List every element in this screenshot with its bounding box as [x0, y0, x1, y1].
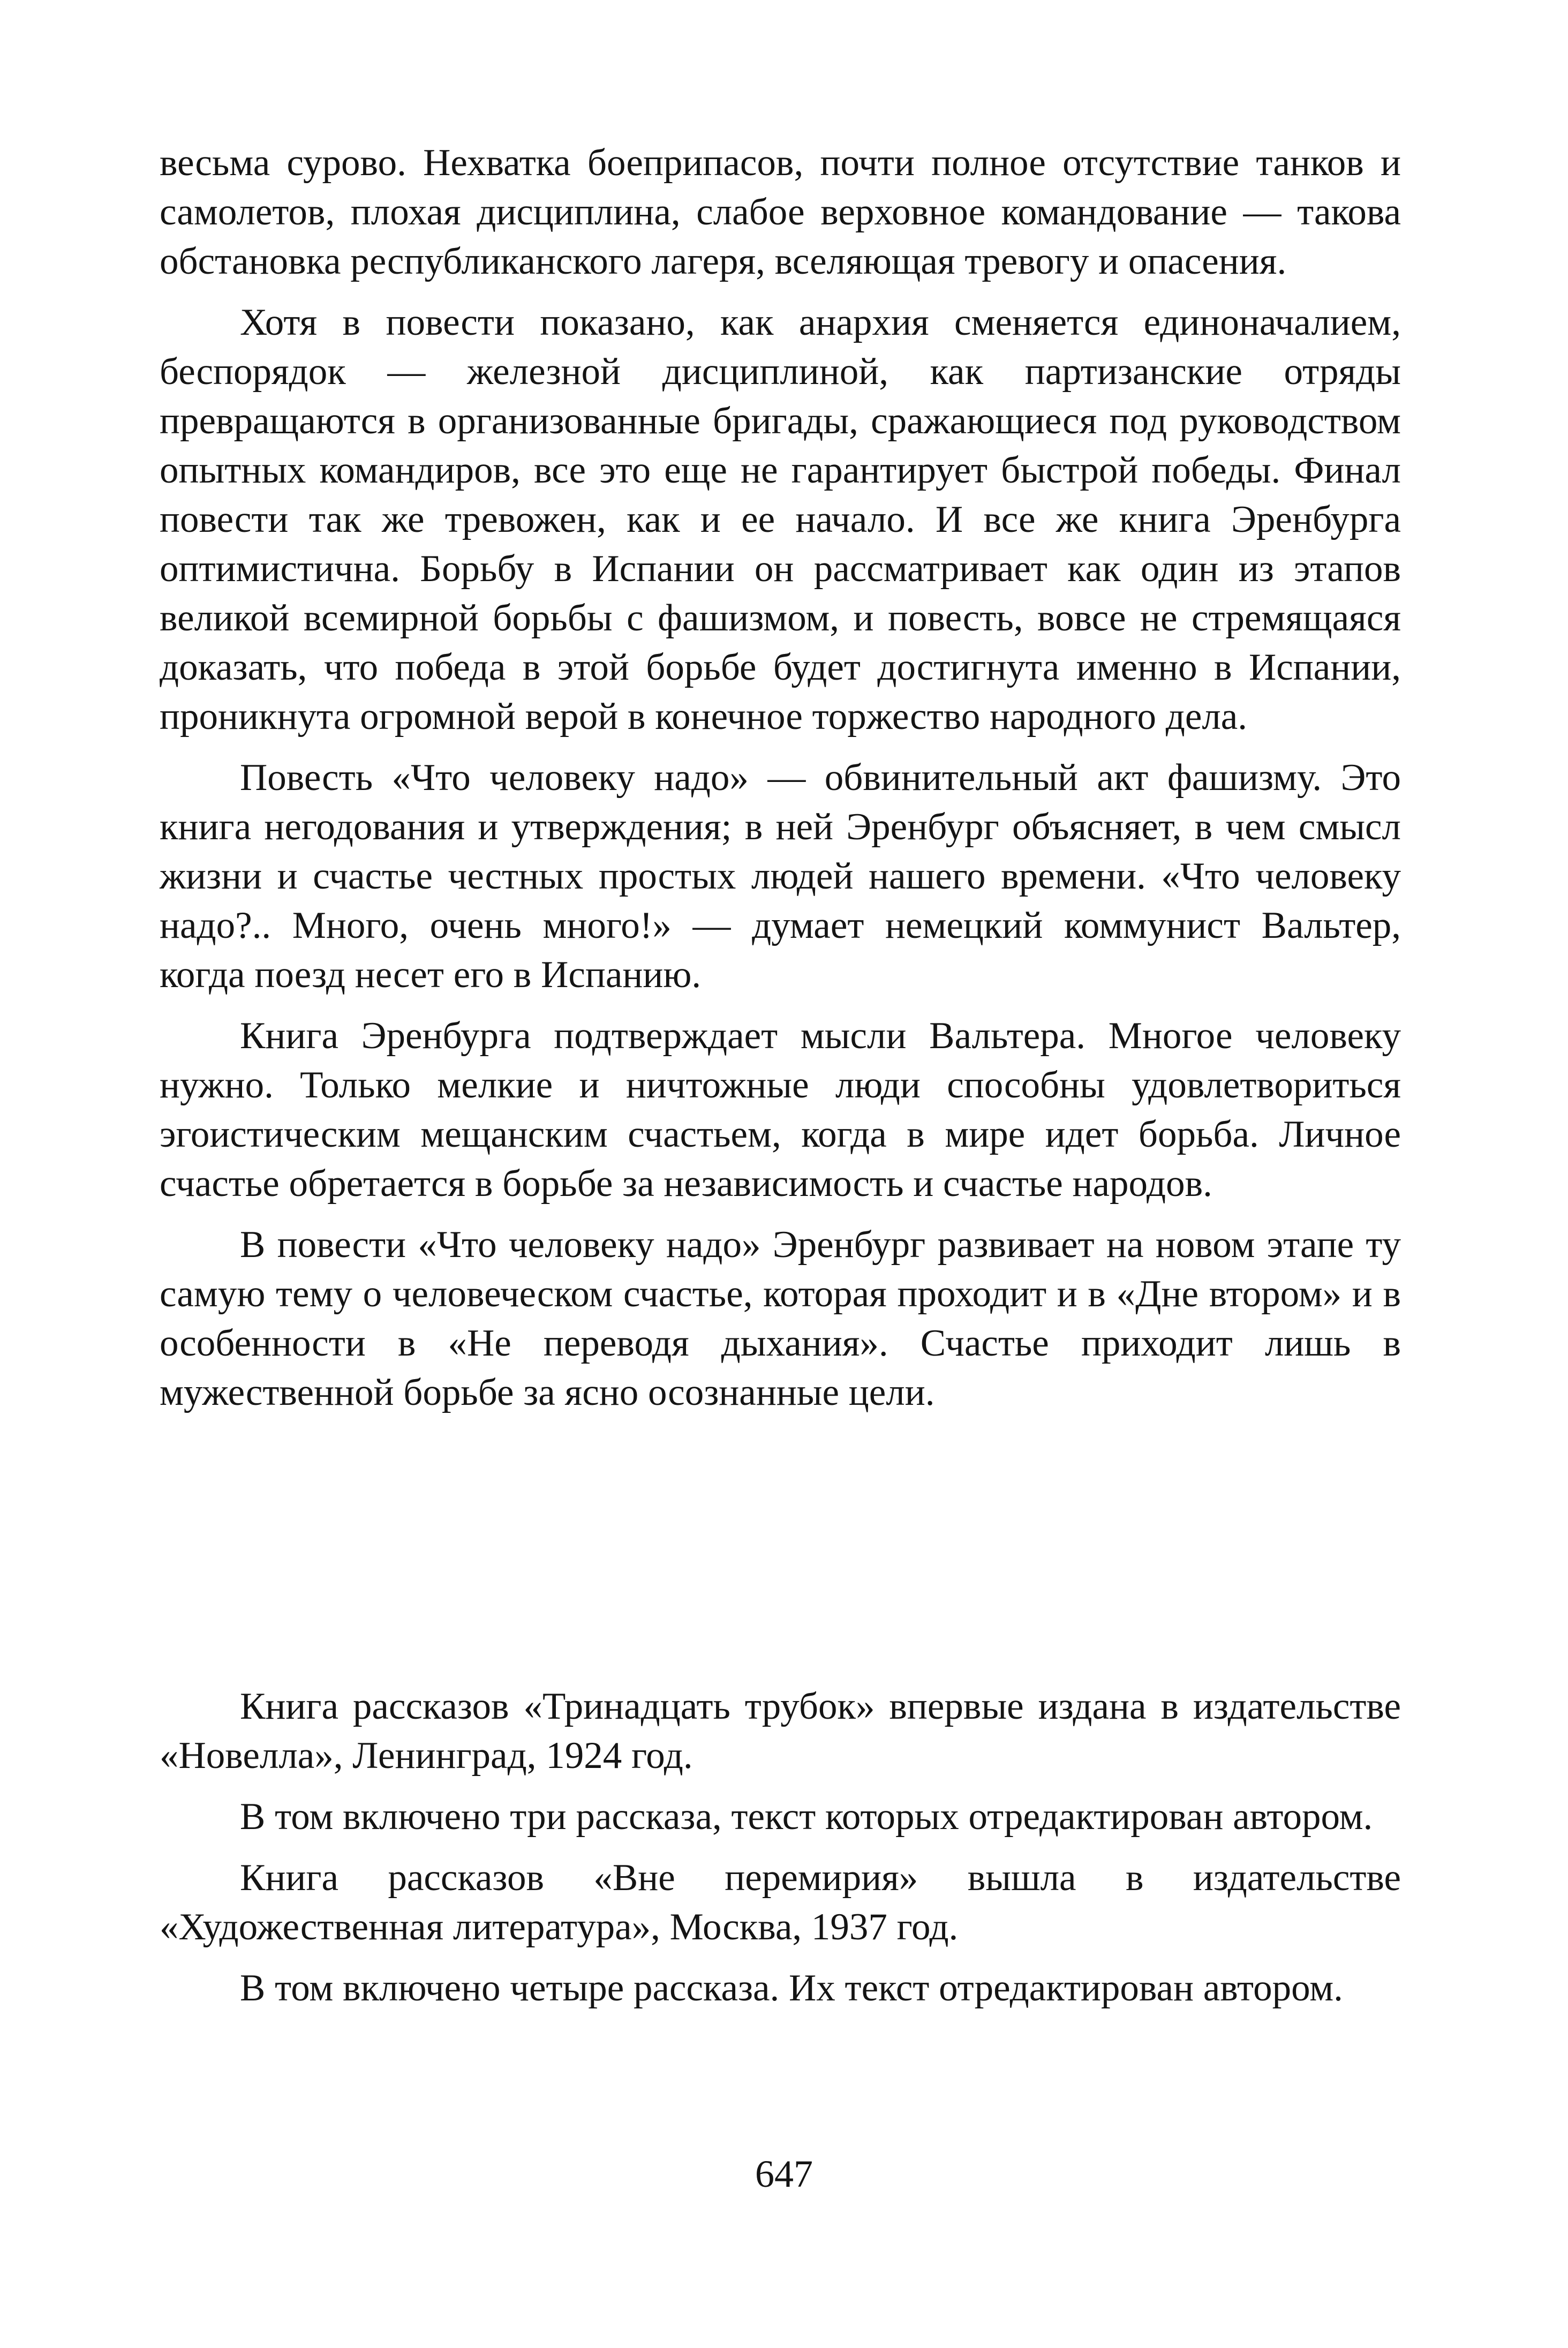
paragraph: В повести «Что человеку надо» Эренбург развивает на новом этапе ту самую тему о человеческом счастье, которая проходит и в «Дне втором» и в особенности в «Не переводя дыхания». Счастье приходит лишь в мужественной борьбе за ясно осознанные цели.: [160, 1224, 1401, 1413]
paragraph: весьма сурово. Нехватка боеприпасов, почти полное отсутствие танков и самолетов, плохая дисциплина, слабое верховное командование — такова обстановка республиканского лагеря, вселяющая тревогу и опасения.: [160, 142, 1401, 282]
note-paragraph: Книга рассказов «Тринадцать трубок» впервые издана в издательстве «Новелла», Ленинград, 1924 год.: [160, 1685, 1401, 1777]
note-paragraph: В том включено четыре рассказа. Их текст отредактирован автором.: [240, 1967, 1343, 2009]
note-paragraph: В том включено три рассказа, текст которых отредактирован автором.: [240, 1796, 1373, 1838]
paragraph: Хотя в повести показано, как анархия сменяется единоначалием, беспорядок — железной дисциплиной, как партизанские отряды превращаются в организованные бригады, сражающиеся под руководством опытных командиров, все это еще не гарантирует быстрой победы. Финал повести так же тревожен, как и ее начало. И все же книга Эренбурга оптимистична. Борьбу в Испании он рассматривает как один из этапов великой всемирной борьбы с фашизмом, и повесть, вовсе не стремящаяся доказать, что победа в этой борьбе будет достигнута именно в Испании, проникнута огромной верой в конечное торжество народного дела.: [160, 302, 1401, 737]
page-number: 647: [755, 2153, 813, 2195]
paragraph: Повесть «Что человеку надо» — обвинительный акт фашизму. Это книга негодования и утверждения; в ней Эренбург объясняет, в чем смысл жизни и счастье честных простых людей нашего времени. «Что человеку надо?.. Много, очень много!» — думает немецкий коммунист Вальтер, когда поезд несет его в Испанию.: [160, 757, 1401, 996]
paragraph: Книга Эренбурга подтверждает мысли Вальтера. Многое человеку нужно. Только мелкие и ничтожные люди способны удовлетвориться эгоистическим мещанским счастьем, когда в мире идет борьба. Личное счастье обретается в борьбе за независимость и счастье народов.: [160, 1015, 1401, 1205]
main-text: [160, 138, 1401, 1429]
publication-notes: [160, 1682, 1401, 2025]
note-paragraph: Книга рассказов «Вне перемирия» вышла в издательстве «Художественная литература», Москва, 1937 год.: [160, 1857, 1401, 1948]
